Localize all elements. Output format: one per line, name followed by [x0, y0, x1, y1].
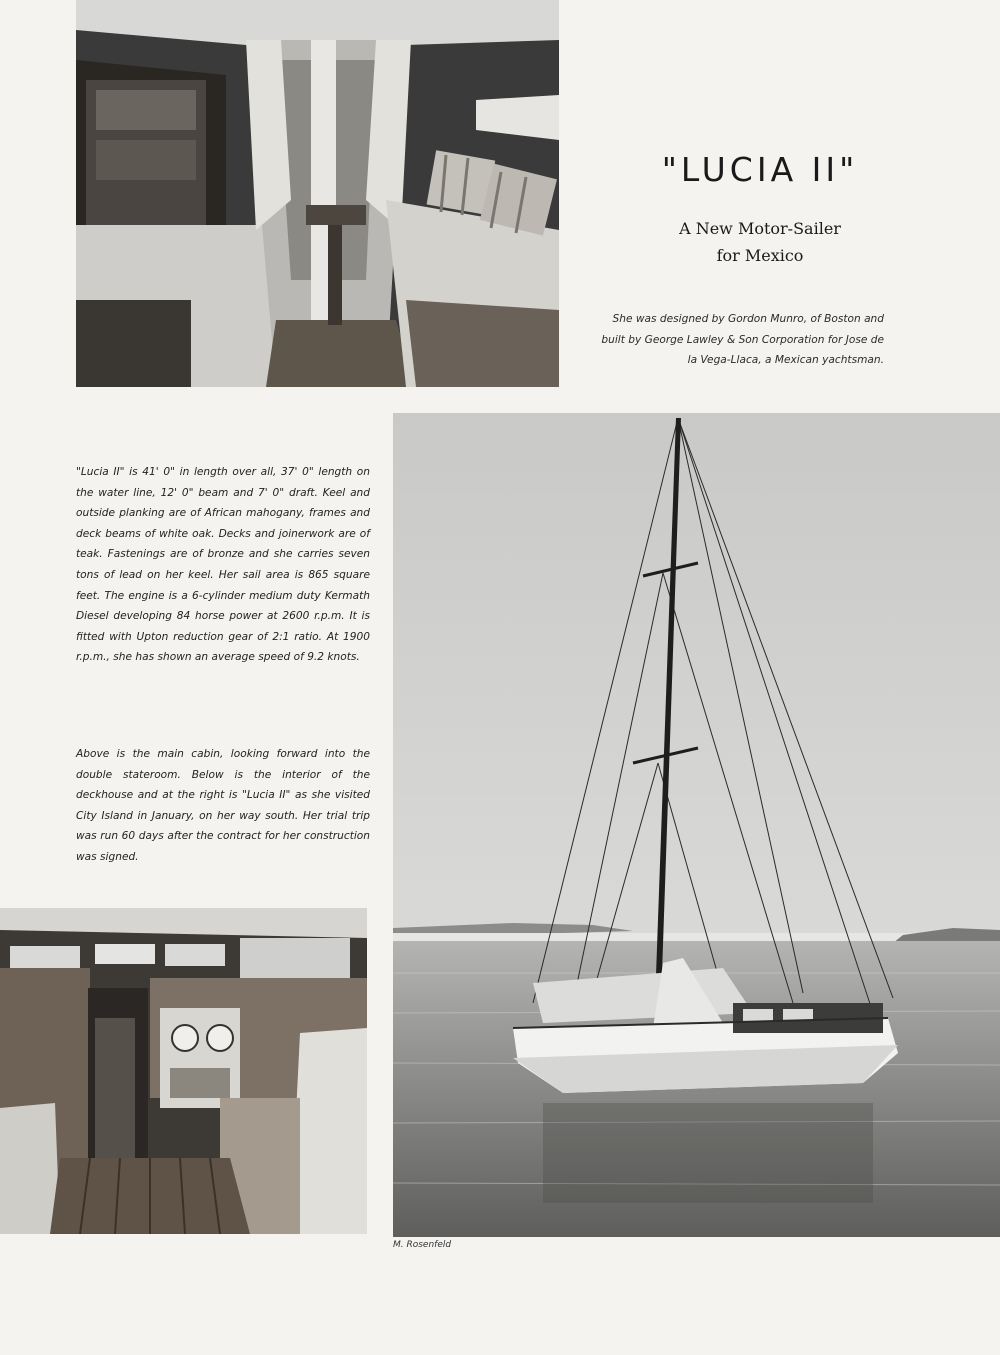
- specs-paragraph: "Lucia II" is 41' 0" in length over all, 37' 0" length on the water line, 12' 0" beam and 7' 0" draft. Keel and outside planking are of African mahogany, frames and deck beams of white oak. Decks and joinerwork are of teak. Fastenings are of bronze and she carries seven tons of lead on her keel. Her sail area is 865 square feet. The engine is a 6-cylinder medium duty Kermath Diesel developing 84 horse power at 2600 r.p.m. It is fitted with Upton reduction gear of 2:1 ratio. At 1900 r.p.m., she has shown an average speed of 9.2 knots.: [76, 466, 370, 664]
- article-subtitle: [660, 215, 860, 269]
- main-cabin-photo: [76, 0, 559, 387]
- article-title: "LUCIA II": [661, 150, 859, 189]
- deckhouse-photo: [0, 908, 367, 1234]
- subtitle-line-2: for Mexico: [716, 246, 804, 265]
- design-caption: She was designed by Gordon Munro, of Boston and built by George Lawley & Son Corporation for Jose de la Vega-Llaca, a Mexican yachtsman.: [601, 313, 884, 366]
- photo-credit: M. Rosenfeld: [393, 1240, 452, 1250]
- sailboat-photo: [393, 413, 1000, 1237]
- photo-captions-paragraph: Above is the main cabin, looking forward into the double stateroom. Below is the interior of the deckhouse and at the right is "Lucia II" as she visited City Island in January, on her way south. Her trial trip was run 60 days after the contract for her construction was signed.: [76, 748, 370, 863]
- subtitle-line-1: A New Motor-Sailer: [679, 219, 841, 238]
